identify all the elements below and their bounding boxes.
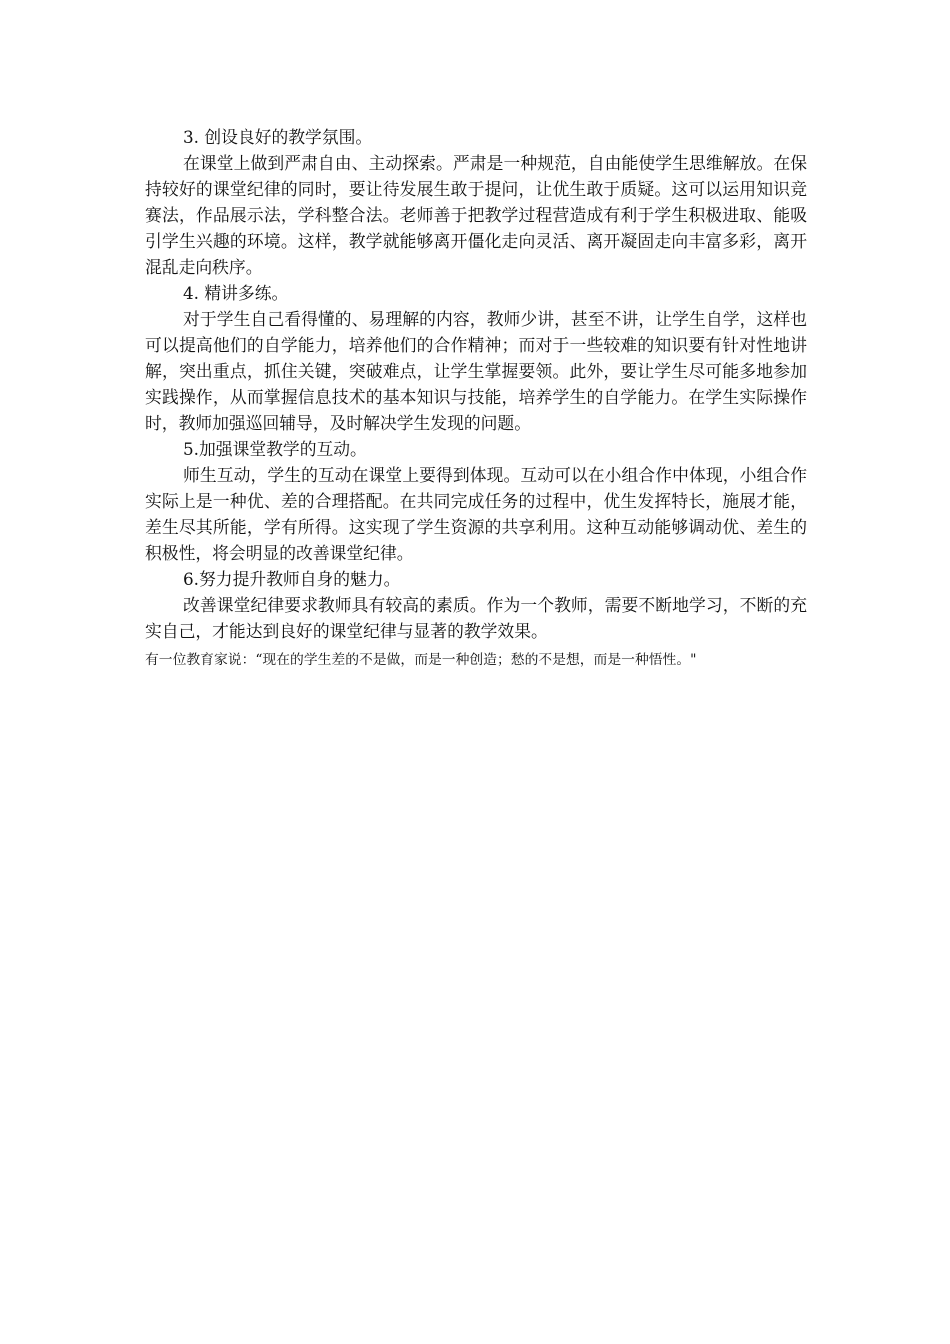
section-3-heading: 3. 创设良好的教学氛围。 bbox=[183, 127, 373, 147]
section-6-paragraph: 改善课堂纪律要求教师具有较高的素质。作为一个教师，需要不断地学习，不断的充实自己，才能达到良好的课堂纪律与显著的教学效果。 bbox=[145, 595, 807, 641]
section-4-paragraph: 对于学生自己看得懂的、易理解的内容，教师少讲，甚至不讲，让学生自学，这样也可以提高他们的自学能力，培养他们的合作精神；而对于一些较难的知识要有针对性地讲解，突出重点，抓住关键，突破难点，让学生掌握要领。此外，要让学生尽可能多地参加实践操作，从而掌握信息技术的基本知识与技能，培养学生的自学能力。在学生实际操作时，教师加强巡回辅导，及时解决学生发现的问题。 bbox=[145, 309, 807, 433]
section-5-heading: 5.加强课堂教学的互动。 bbox=[183, 439, 367, 459]
section-3-paragraph: 在课堂上做到严肃自由、主动探索。严肃是一种规范，自由能使学生思维解放。在保持较好的课堂纪律的同时，要让待发展生敢于提问，让优生敢于质疑。这可以运用知识竞赛法，作品展示法，学科整合法。老师善于把教学过程营造成有利于学生积极进取、能吸引学生兴趣的环境。这样，教学就能够离开僵化走向灵活、离开凝固走向丰富多彩，离开混乱走向秩序。 bbox=[145, 153, 807, 277]
section-5-paragraph: 师生互动，学生的互动在课堂上要得到体现。互动可以在小组合作中体现，小组合作实际上是一种优、差的合理搭配。在共同完成任务的过程中，优生发挥特长，施展才能，差生尽其所能，学有所得。这实现了学生资源的共享利用。这种互动能够调动优、差生的积极性，将会明显的改善课堂纪律。 bbox=[145, 465, 807, 563]
document-body bbox=[145, 124, 807, 644]
section-4-heading: 4. 精讲多练。 bbox=[183, 283, 289, 303]
educator-quote: 有一位教育家说：“现在的学生差的不是做，而是一种创造；愁的不是想，而是一种悟性。" bbox=[145, 652, 697, 668]
section-6-heading: 6.努力提升教师自身的魅力。 bbox=[183, 569, 401, 589]
